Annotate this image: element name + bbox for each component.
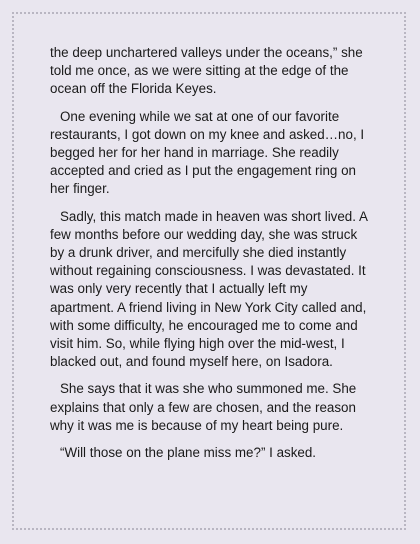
paragraph-5: “Will those on the plane miss me?” I asked. — [60, 445, 317, 461]
paragraph-2: One evening while we sat at one of our favorite restaurants, I got down on my knee and asked…no, I begged her for her hand in marriage. She readily accepted and cried as I put the engagement ring on her finger. — [50, 108, 365, 197]
paragraph-1: the deep unchartered valleys under the oceans,” she told me once, as we were sitting at the edge of the ocean off the Florida Keyes. — [50, 45, 363, 97]
page-body-text — [50, 44, 372, 471]
paragraph-3: Sadly, this match made in heaven was short lived. A few months before our wedding day, she was struck by a drunk driver, and mercifully she died instantly without regaining consciousness. I was devastated. It was only very recently that I actually left my apartment. A friend living in New York City called and, with some difficulty, he encouraged me to come and visit him. So, while flying high over the mid-west, I blacked out, and found myself here, on Isadora. — [50, 208, 368, 370]
paragraph-4: She says that it was she who summoned me. She explains that only a few are chosen, and the reason why it was me is because of my heart being pure. — [50, 381, 357, 433]
